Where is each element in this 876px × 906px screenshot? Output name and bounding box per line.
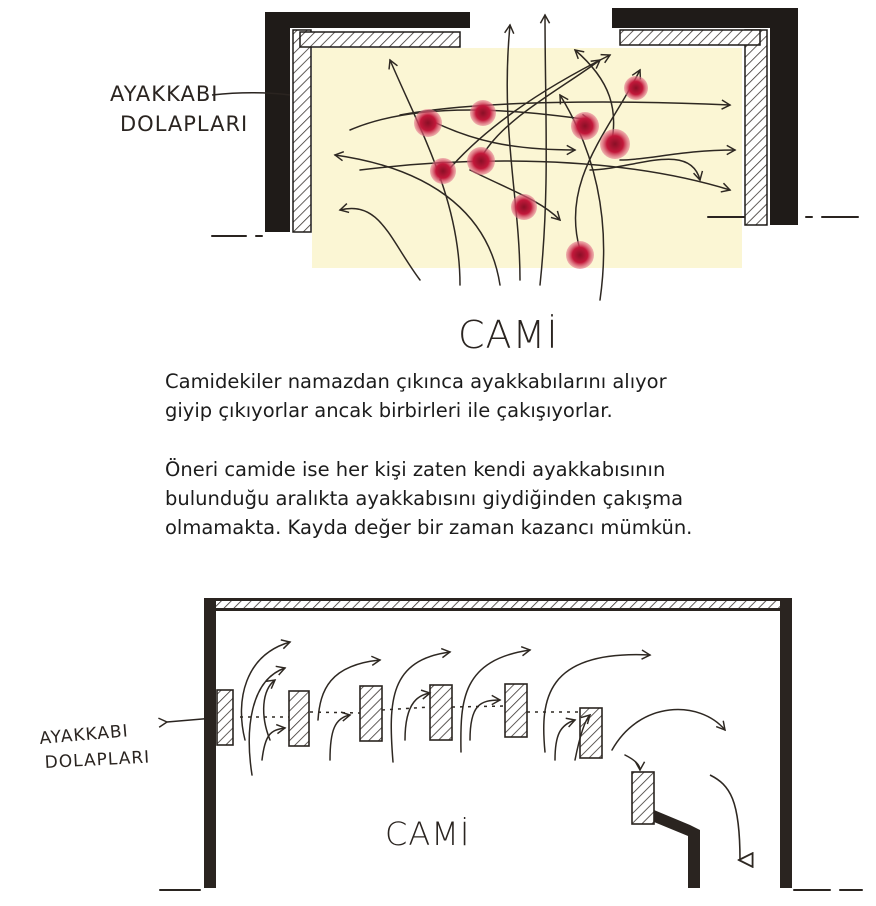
paragraph-2-line-3: olmamakta. Kayda değer bir zaman kazancı mümkün. [165, 516, 693, 539]
floor-tint [312, 48, 742, 268]
collision-point [511, 194, 537, 220]
top-diagram [110, 8, 858, 357]
description-paragraph-1 [165, 367, 865, 425]
shoe-shelf [217, 690, 233, 745]
shoe-shelf-top-right [620, 30, 760, 45]
paragraph-2-line-2: bulunduğu aralıkta ayakkabısını giydiğinden çakışma [165, 487, 684, 510]
description-paragraph-2 [165, 455, 865, 542]
shoe-shelves-bottom [217, 684, 654, 824]
exit-corridor [654, 810, 700, 888]
shoe-shelf [632, 772, 654, 824]
mosque-label-top: CAMİ [458, 313, 559, 357]
shoe-shelf [505, 684, 527, 737]
mosque-label-bottom: CAMİ [385, 815, 471, 853]
collision-point [571, 112, 599, 140]
collision-point [414, 109, 442, 137]
bottom-diagram [39, 598, 862, 890]
paragraph-2-line-1: Öneri camide ise her kişi zaten kendi ayakkabısının [165, 458, 666, 481]
shoe-shelf [289, 691, 309, 746]
collision-point [624, 76, 648, 100]
shelves-label-bottom-line1: AYAKKABI [38, 721, 130, 749]
collision-point [566, 241, 594, 269]
shelves-label-top-line2: DOLAPLARI [120, 112, 249, 136]
shelves-label-bottom-line2: DOLAPLARI [44, 747, 151, 773]
shoe-shelf-right [745, 30, 767, 225]
ordered-flow-arrows [241, 642, 725, 775]
collision-point [430, 158, 456, 184]
paragraph-1-line-2: giyip çıkıyorlar ancak birbirleri ile çakışıyorlar. [165, 399, 613, 422]
paragraph-1-line-1: Camidekiler namazdan çıkınca ayakkabılarını alıyor [165, 370, 667, 393]
shelves-label-top-line1: AYAKKABI [110, 82, 219, 106]
collision-point [470, 100, 496, 126]
exit-arrow [710, 775, 740, 860]
collision-point [467, 147, 495, 175]
shoe-shelf-top-left [300, 32, 460, 47]
shoe-shelf [430, 685, 452, 740]
shoe-shelf [580, 708, 602, 758]
collision-point [600, 129, 630, 159]
shoe-shelf [360, 686, 382, 741]
shoe-shelf-left [293, 30, 311, 232]
